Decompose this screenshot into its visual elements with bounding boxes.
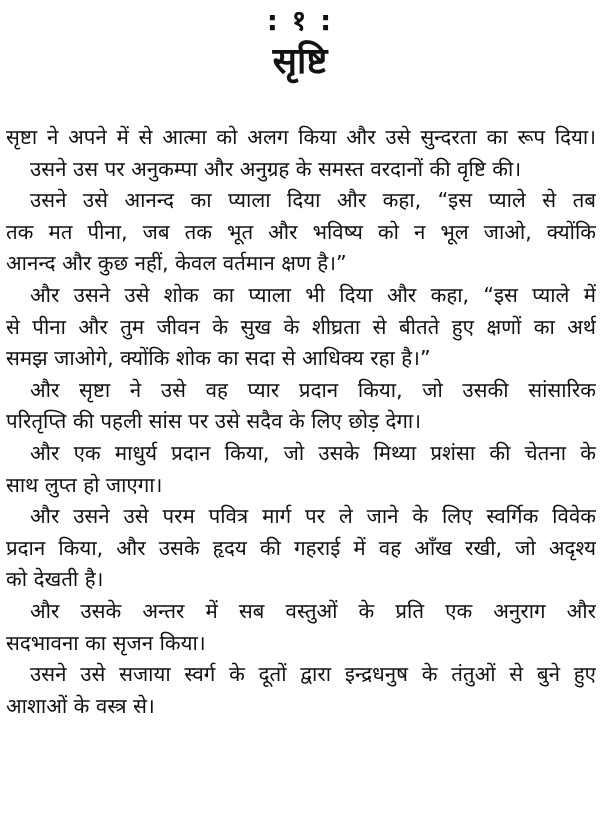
text-line: आनन्द और कुछ नहीं, केवल वर्तमान क्षण है।” [6,251,347,276]
text-line: और उसके अन्तर में सब वस्तुओं के प्रति एक अनुराग और [30,598,596,623]
text-line: समझ जाओगे, क्योंकि शोक का सदा से आधिक्य रहा है।” [6,346,431,371]
text-line: सृष्टा ने अपने में से आत्मा को अलग किया और उसे सुन्दरता का रूप दिया। [6,125,596,149]
text-line: प्रदान किया, और उसके हृदय की गहराई में वह आँख रखी, जो अदृश्य [6,535,596,560]
text-line: और एक माधुर्य प्रदान किया, जो उसके मिथ्या प्रशंसा की चेतना के [30,440,596,465]
text-line: परितृप्ति की पहली सांस पर उसे सदैव के लिए छोड़ देगा। [6,409,422,434]
text-line: से पीना और तुम जीवन के सुख के शीघ्रता से बीतते हुए क्षणों का अर्थ [6,314,596,339]
chapter-title: सृष्टि [272,41,328,82]
text-line: तक मत पीना, जब तक भूत और भविष्य को न भूल जाओ, क्योंकि [6,219,596,244]
text-line: उसने उस पर अनुकम्पा और अनुग्रह के समस्त वरदानों की वृष्टि की। [30,156,522,181]
text-line: उसने उसे सजाया स्वर्ग के दूतों द्वारा इन्द्रधनुष के तंतुओं से बुने हुए [30,662,596,687]
text-line: साथ लुप्त हो जाएगा। [6,472,163,497]
text-line: और उसने उसे शोक का प्याला भी दिया और कहा, “इस प्याले में [30,282,596,307]
text-line: और सृष्टा ने उसे वह प्यार प्रदान किया, जो उसकी सांसारिक [30,377,596,402]
text-line: आशाओं के वस्त्र से। [6,693,155,718]
text-line: और उसने उसे परम पवित्र मार्ग पर ले जाने के लिए स्वर्गिक विवेक [30,504,596,529]
text-line: को देखती है। [6,567,104,592]
text-line: सदभावना का सृजन किया। [6,630,206,655]
text-line: उसने उसे आनन्द का प्याला दिया और कहा, “इस प्याले से तब [30,188,596,213]
chapter-number: : १ : [266,4,334,37]
chapter-body [6,122,596,722]
